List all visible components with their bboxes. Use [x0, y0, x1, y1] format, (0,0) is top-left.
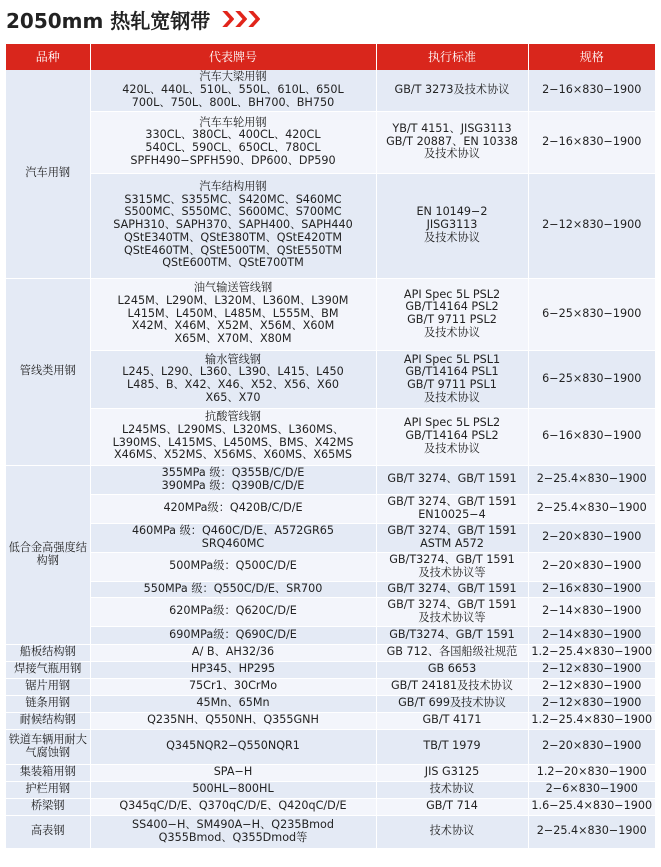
spec-cell: 2−20×830−1900 — [528, 552, 655, 581]
spec-cell: 6−25×830−1900 — [528, 278, 655, 350]
standard-cell — [376, 764, 528, 781]
grade-line: A/ B、AH32/36 — [191, 645, 275, 659]
grade-line: QStE340TM、QStE380TM、QStE420TM — [124, 230, 342, 244]
header-spec: 规格 — [528, 44, 655, 70]
grade-line: 540CL、590CL、650CL、780CL — [145, 141, 321, 154]
grade-line: SS400−H、SM490A−H、Q235Bmod — [132, 817, 334, 831]
standard-cell — [376, 278, 528, 350]
standard-cell — [376, 729, 528, 764]
standard-line: ASTM A572 — [420, 536, 484, 550]
spec-cell: 6−25×830−1900 — [528, 350, 655, 408]
standard-cell — [376, 350, 528, 408]
table-row — [6, 70, 655, 111]
category-cell: 船板结构钢 — [6, 644, 90, 661]
standard-line: API Spec 5L PSL2 — [403, 287, 501, 301]
standard-line: GB/T 3274、GB/T 1591 — [387, 494, 517, 508]
grade-line: SAPH310、SAPH370、SAPH400、SAPH440 — [113, 218, 353, 232]
spec-cell: 1.2−25.4×830−1900 — [528, 712, 655, 729]
standard-line: EN10025−4 — [418, 507, 486, 521]
table-row — [6, 626, 655, 644]
standard-line: GB/T 3274、GB/T 1591 — [387, 472, 517, 486]
header-category: 品种 — [6, 44, 90, 70]
spec-cell: 2−25.4×830−1900 — [528, 465, 655, 494]
table-row — [6, 597, 655, 626]
standard-cell — [376, 781, 528, 798]
spec-cell: 2−25.4×830−1900 — [528, 494, 655, 523]
table-row — [6, 465, 655, 494]
grade-line: 油气输送管线钢 — [193, 281, 273, 295]
spec-cell: 1.2−25.4×830−1900 — [528, 644, 655, 661]
grades-cell — [90, 764, 376, 781]
standard-cell — [376, 111, 528, 173]
standard-cell — [376, 644, 528, 661]
category-cell: 管线类用钢 — [6, 278, 90, 465]
spec-cell: 2−12×830−1900 — [528, 695, 655, 712]
grade-line: S500MC、S550MC、S600MC、S700MC — [124, 205, 342, 219]
header-grades: 代表牌号 — [90, 44, 376, 70]
grade-line: X65M、X70M、X80M — [174, 332, 292, 346]
grades-cell — [90, 781, 376, 798]
grade-line: HP345、HP295 — [190, 662, 276, 676]
standard-line: GB/T 9711 PSL2 — [407, 313, 497, 326]
grade-line: 500HL−800HL — [192, 782, 274, 796]
table-row — [6, 815, 655, 848]
grades-cell — [90, 111, 376, 173]
category-cell: 焊接气瓶用钢 — [6, 661, 90, 678]
grade-line: 420L、440L、510L、550L、610L、650L — [122, 82, 344, 96]
spec-table — [6, 44, 655, 849]
standard-line: 及技术协议等 — [418, 565, 486, 579]
table-row — [6, 695, 655, 712]
grade-line: 汽车大梁用钢 — [199, 70, 267, 84]
standard-line: GB/T 9711 PSL1 — [407, 378, 497, 391]
page-title: 2050mm 热轧宽钢带 — [6, 8, 211, 33]
category-cell: 桥梁钢 — [6, 798, 90, 815]
grade-line: SRQ460MC — [201, 536, 265, 550]
standard-cell — [376, 581, 528, 597]
standard-cell — [376, 552, 528, 581]
standard-line: API Spec 5L PSL1 — [403, 352, 501, 366]
table-row — [6, 678, 655, 695]
grade-line: 500MPa级：Q500C/D/E — [169, 559, 297, 573]
title-row — [6, 4, 261, 34]
grades-cell — [90, 350, 376, 408]
standard-cell — [376, 173, 528, 278]
table-header-row — [6, 44, 655, 70]
table-row — [6, 552, 655, 581]
grades-cell — [90, 798, 376, 815]
grades-cell — [90, 661, 376, 678]
grades-cell — [90, 644, 376, 661]
standard-line: GB 6653 — [427, 662, 477, 676]
standard-line: GB/T3274、GB/T 1591 — [389, 552, 515, 566]
table-row — [6, 173, 655, 278]
grades-cell — [90, 173, 376, 278]
standard-line: GB/T14164 PSL2 — [405, 429, 499, 443]
grade-line: 汽车车轮用钢 — [199, 115, 267, 129]
standard-line: EN 10149−2 — [416, 205, 488, 219]
category-cell: 汽车用钢 — [6, 70, 90, 278]
grades-cell — [90, 626, 376, 644]
grades-cell — [90, 678, 376, 695]
category-cell: 高表钢 — [6, 815, 90, 848]
category-cell: 护栏用钢 — [6, 781, 90, 798]
standard-line: GB/T 699及技术协议 — [398, 696, 506, 710]
standard-line: JISG3113 — [426, 218, 478, 232]
grade-line: X46MS、X52MS、X56MS、X60MS、X65MS — [113, 448, 353, 462]
grades-cell — [90, 278, 376, 350]
spec-cell: 2−12×830−1900 — [528, 661, 655, 678]
standard-cell — [376, 661, 528, 678]
standard-line: 及技术协议 — [424, 390, 480, 404]
grade-line: L390MS、L415MS、L450MS、BMS、X42MS — [112, 435, 354, 449]
grade-line: X65、X70 — [205, 390, 261, 404]
standard-line: YB/T 4151、JISG3113 — [392, 121, 512, 135]
standard-line: GB/T 20887、EN 10338 — [386, 134, 518, 148]
grade-line: S315MC、S355MC、S420MC、S460MC — [124, 192, 342, 206]
standard-line: 及技术协议 — [424, 230, 480, 244]
spec-cell: 2−14×830−1900 — [528, 597, 655, 626]
standard-cell — [376, 523, 528, 552]
grade-line: 550MPa 级：Q550C/D/E、SR700 — [143, 581, 323, 595]
standard-line: 技术协议 — [429, 782, 475, 796]
standard-cell — [376, 70, 528, 111]
standard-cell — [376, 798, 528, 815]
category-cell: 低合金高强度结构钢 — [6, 465, 90, 644]
grade-line: SPA−H — [213, 765, 253, 779]
standard-line: 及技术协议 — [424, 441, 480, 455]
standard-line: JIS G3125 — [424, 765, 480, 779]
grade-line: 390MPa 级：Q390B/C/D/E — [161, 478, 305, 492]
grades-cell — [90, 465, 376, 494]
table-row — [6, 494, 655, 523]
table-row — [6, 581, 655, 597]
table-row — [6, 764, 655, 781]
table-body — [6, 70, 655, 848]
standard-cell — [376, 494, 528, 523]
category-cell: 锯片用钢 — [6, 678, 90, 695]
spec-cell: 2−16×830−1900 — [528, 581, 655, 597]
grade-line: 700L、750L、800L、BH700、BH750 — [131, 95, 335, 109]
table-row — [6, 644, 655, 661]
grades-cell — [90, 408, 376, 465]
grades-cell — [90, 597, 376, 626]
grade-line: QStE460TM、QStE500TM、QStE550TM — [124, 243, 342, 257]
table-row — [6, 408, 655, 465]
standard-cell — [376, 626, 528, 644]
grade-line: L415M、L450M、L485M、L555M、BM — [127, 306, 339, 320]
standard-line: 及技术协议等 — [418, 610, 486, 624]
grades-cell — [90, 70, 376, 111]
table-row — [6, 712, 655, 729]
category-cell: 铁道车辆用耐大气腐蚀钢 — [6, 729, 90, 764]
grade-line: 抗酸管线钢 — [205, 410, 261, 424]
standard-line: 技术协议 — [429, 824, 475, 838]
spec-cell: 2−12×830−1900 — [528, 678, 655, 695]
grades-cell — [90, 552, 376, 581]
category-cell: 链条用钢 — [6, 695, 90, 712]
chevrons-icon — [222, 11, 261, 27]
standard-line: API Spec 5L PSL2 — [403, 416, 501, 430]
spec-cell: 2−16×830−1900 — [528, 111, 655, 173]
standard-line: GB/T3274、GB/T 1591 — [389, 627, 515, 641]
grade-line: 460MPa 级：Q460C/D/E、A572GR65 — [131, 523, 335, 537]
standard-line: GB/T 4171 — [422, 713, 482, 727]
grade-line: Q345qC/D/E、Q370qC/D/E、Q420qC/D/E — [119, 799, 347, 813]
grade-line: 汽车结构用钢 — [199, 180, 267, 194]
grade-line: Q355Bmod、Q355Dmod等 — [158, 830, 308, 844]
standard-line: GB/T 714 — [426, 799, 478, 813]
spec-cell: 2−6×830−1900 — [528, 781, 655, 798]
spec-cell: 2−20×830−1900 — [528, 523, 655, 552]
standard-line: 及技术协议 — [424, 325, 480, 339]
spec-cell: 6−16×830−1900 — [528, 408, 655, 465]
grade-line: QStE600TM、QStE700TM — [162, 256, 304, 270]
standard-line: GB/T 3274、GB/T 1591 — [387, 597, 517, 611]
grade-line: 420MPa级：Q420B/C/D/E — [163, 501, 303, 515]
grade-line: L245MS、L290MS、L320MS、L360MS、 — [121, 422, 345, 436]
grade-line: 620MPa级：Q620C/D/E — [169, 604, 297, 618]
grades-cell — [90, 729, 376, 764]
grade-line: L245M、L290M、L320M、L360M、L390M — [117, 293, 349, 307]
grades-cell — [90, 815, 376, 848]
table-row — [6, 798, 655, 815]
spec-cell: 1.2−20×830−1900 — [528, 764, 655, 781]
spec-cell: 2−14×830−1900 — [528, 626, 655, 644]
grade-line: L485、B、X42、X46、X52、X56、X60 — [127, 378, 339, 391]
standard-line: GB/T 3274、GB/T 1591 — [387, 523, 517, 537]
grade-line: X42M、X46M、X52M、X56M、X60M — [131, 319, 335, 333]
grade-line: SPFH490−SPFH590、DP600、DP590 — [130, 153, 336, 167]
standard-line: GB/T 3273及技术协议 — [394, 82, 510, 96]
grade-line: 输水管线钢 — [205, 352, 261, 366]
standard-cell — [376, 815, 528, 848]
grade-line: 75Cr1、30CrMo — [188, 679, 278, 693]
grade-line: 45Mn、65Mn — [196, 696, 270, 710]
grade-line: 355MPa 级：Q355B/C/D/E — [161, 465, 305, 479]
standard-line: GB/T14164 PSL1 — [405, 365, 499, 379]
standard-cell — [376, 695, 528, 712]
standard-cell — [376, 597, 528, 626]
standard-line: GB/T 3274、GB/T 1591 — [387, 581, 517, 595]
standard-line: GB/T14164 PSL2 — [405, 300, 499, 314]
standard-line: 及技术协议 — [424, 147, 480, 161]
table-row — [6, 350, 655, 408]
grades-cell — [90, 695, 376, 712]
standard-cell — [376, 465, 528, 494]
grade-line: L245、L290、L360、L390、L415、L450 — [122, 365, 344, 379]
grades-cell — [90, 712, 376, 729]
grades-cell — [90, 494, 376, 523]
spec-cell: 2−25.4×830−1900 — [528, 815, 655, 848]
standard-line: GB 712、各国船级社规范 — [386, 645, 518, 659]
category-cell: 集装箱用钢 — [6, 764, 90, 781]
grade-line: 690MPa级：Q690C/D/E — [169, 627, 297, 641]
standard-cell — [376, 408, 528, 465]
grade-line: 330CL、380CL、400CL、420CL — [145, 128, 321, 142]
table-row — [6, 111, 655, 173]
standard-cell — [376, 678, 528, 695]
table-row — [6, 523, 655, 552]
table-row — [6, 781, 655, 798]
header-standard: 执行标准 — [376, 44, 528, 70]
spec-cell: 2−20×830−1900 — [528, 729, 655, 764]
standard-cell — [376, 712, 528, 729]
spec-cell: 1.6−25.4×830−1900 — [528, 798, 655, 815]
spec-cell: 2−12×830−1900 — [528, 173, 655, 278]
grade-line: Q345NQR2−Q550NQR1 — [166, 739, 300, 753]
standard-line: GB/T 24181及技术协议 — [390, 679, 514, 693]
grades-cell — [90, 581, 376, 597]
spec-cell: 2−16×830−1900 — [528, 70, 655, 111]
grade-line: Q235NH、Q550NH、Q355GNH — [147, 713, 319, 727]
standard-line: TB/T 1979 — [423, 739, 481, 753]
table-row — [6, 278, 655, 350]
category-cell: 耐候结构钢 — [6, 712, 90, 729]
table-row — [6, 661, 655, 678]
table-row — [6, 729, 655, 764]
grades-cell — [90, 523, 376, 552]
